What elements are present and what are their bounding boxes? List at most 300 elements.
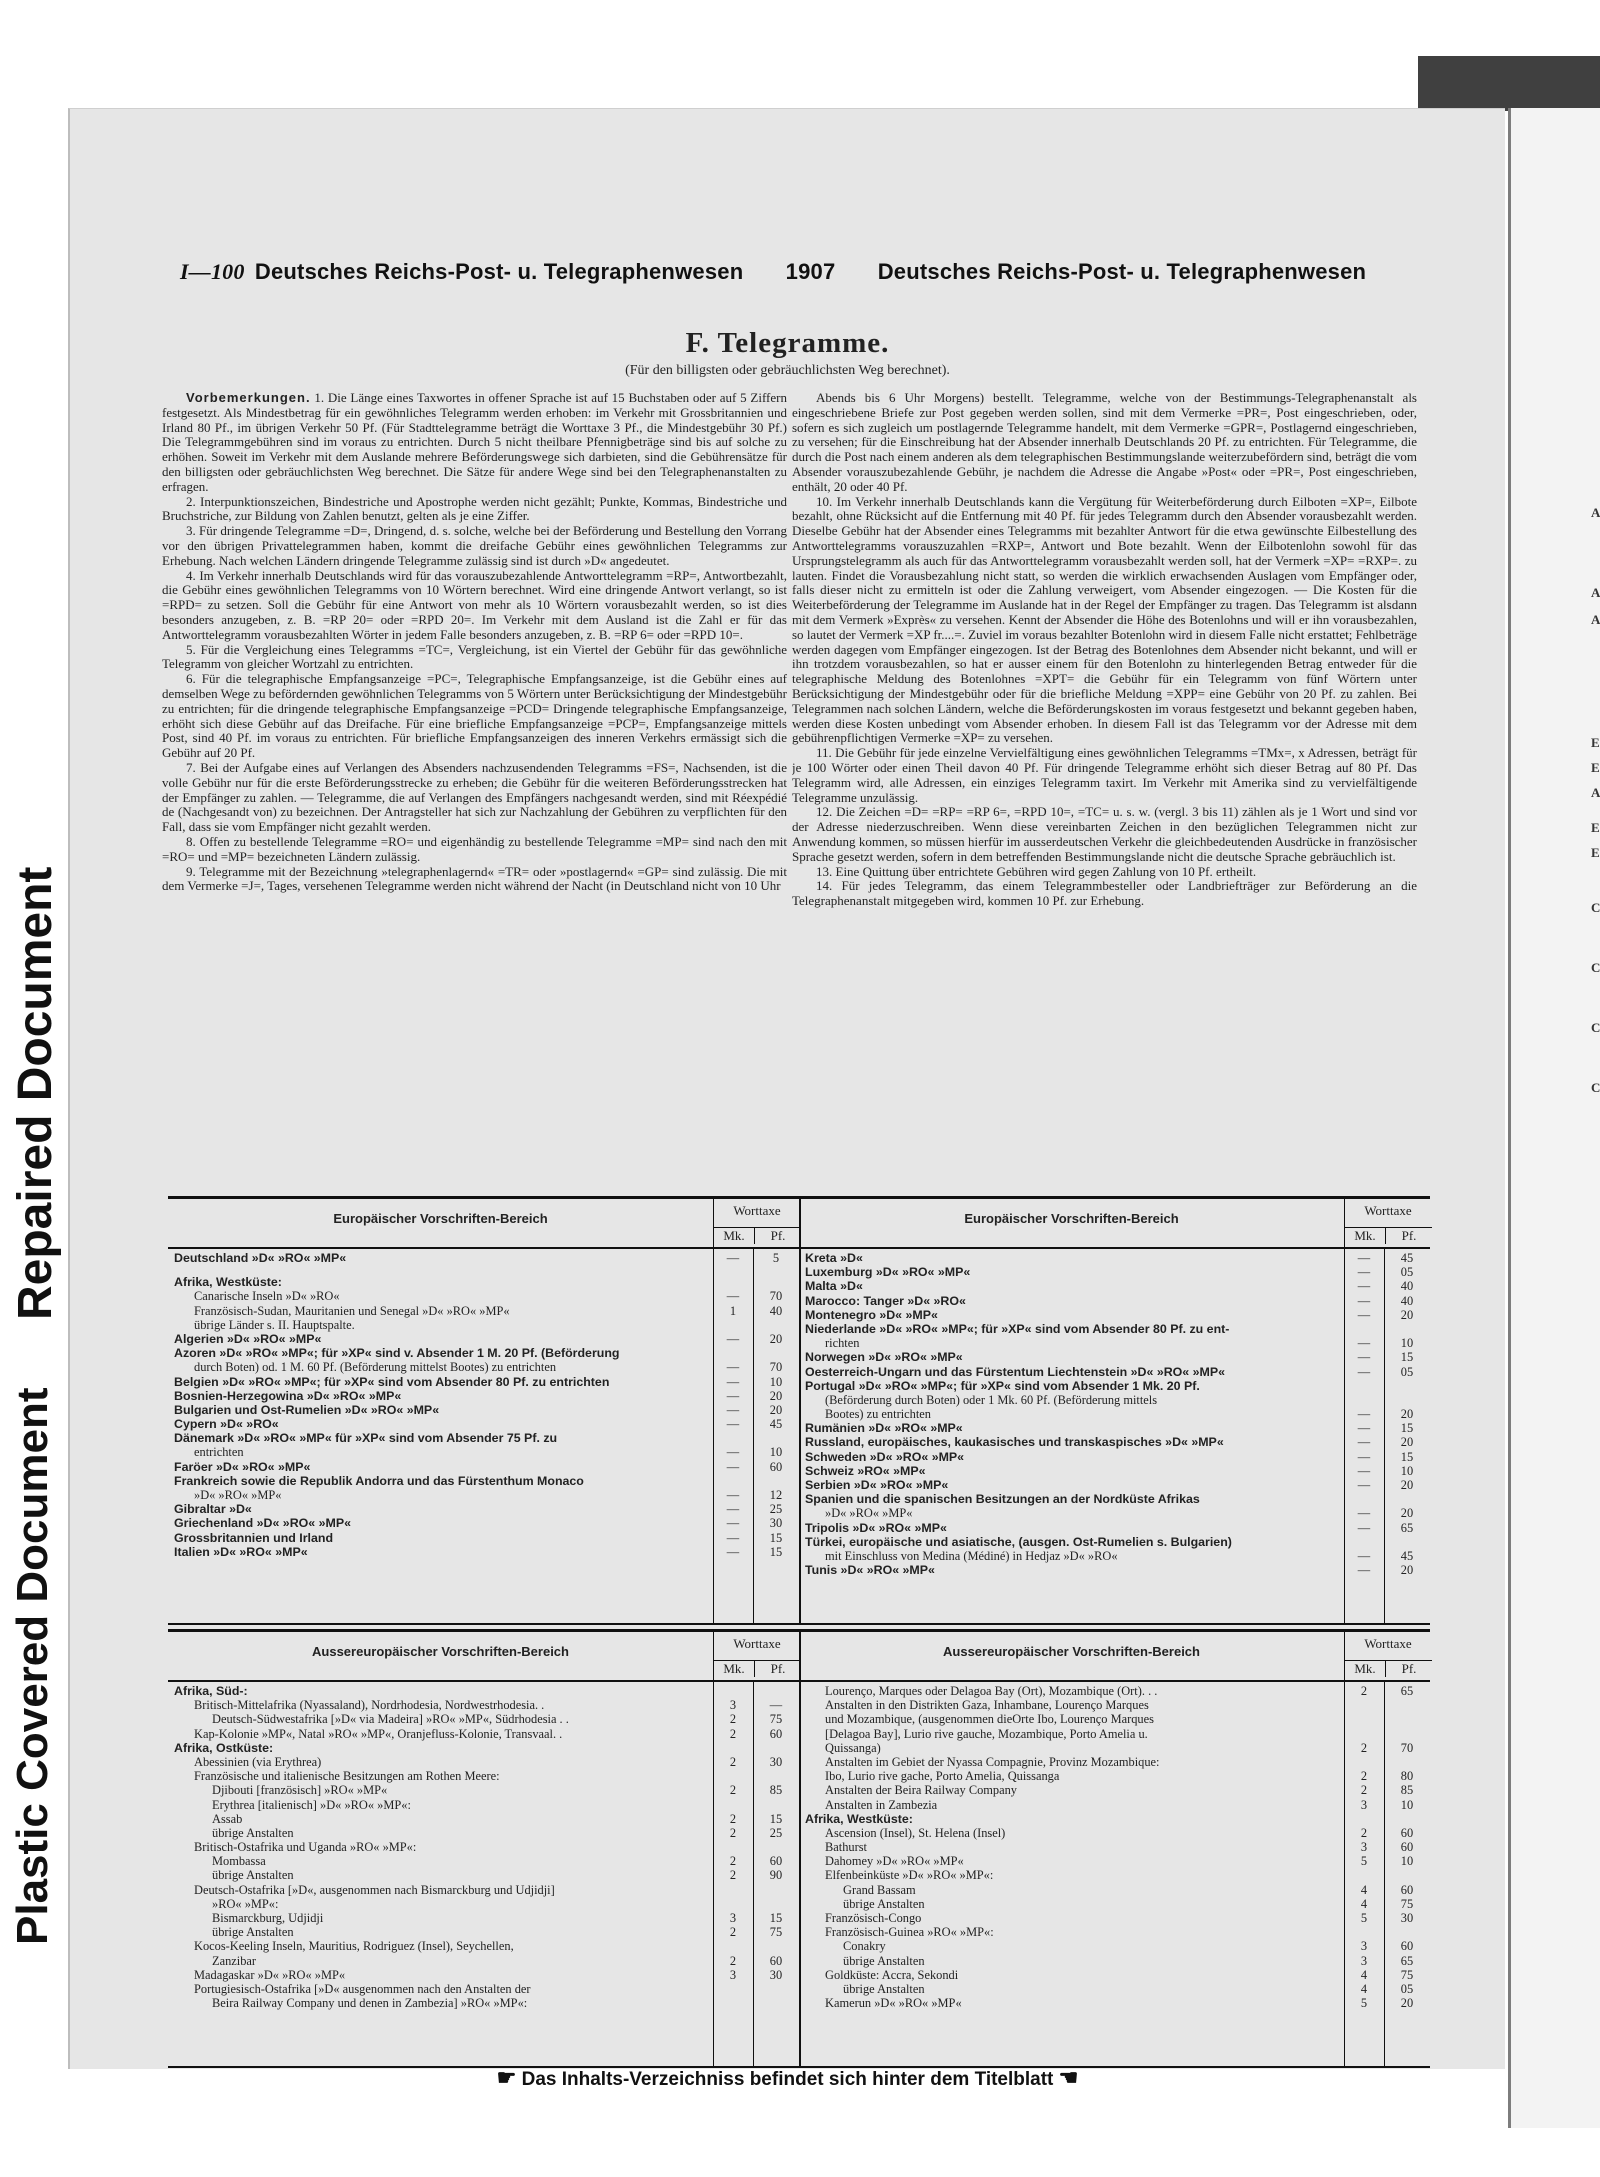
table-row <box>799 1535 1430 1549</box>
rate-mark: — <box>726 1459 740 1474</box>
rate-mark: 2 <box>729 1726 737 1741</box>
table-header <box>799 1199 1430 1249</box>
country-name: Dahomey »D« »RO« »MP« <box>825 1854 964 1869</box>
rate-mark: — <box>726 1417 740 1432</box>
country-name: Bosnien-Herzegowina »D« »RO« »MP« <box>174 1388 402 1403</box>
table-row <box>168 1360 799 1374</box>
rate-mark: — <box>726 1388 740 1403</box>
header-right-title: Deutsches Reichs-Post- u. Telegraphenwesen <box>877 259 1367 284</box>
country-name: Grand Bassam <box>843 1882 916 1897</box>
country-name: Canarische Inseln »D« »RO« <box>194 1289 340 1304</box>
paragraph-text: 6. Für die telegraphische Empfangsanzeige =PC=, Telegraphische Empfangsanzeige, ist die Gebühr eines auf demselben Wege zu befördernden gewöhnlichen Telegramms von 5 Wörtern unter Berücksichtigung der Mindestgebühr zu entrichten; für die dringende telegraphische Empfangsanzeige =PCD= Dringende telegraphische Empfangsanzeige, erhöht sich diese Gebühr auf das Dreifache. Für eine briefliche Empfangsanzeige =PCP=, Empfangsanzeige mittels Post, sind 40 Pf. im voraus zu entrichten. Für briefliche Empfangsanzeigen des inneren Verkehrs ermässigt sich die Gebühr auf 20 Pf. <box>162 671 787 761</box>
table-row <box>799 1996 1430 2010</box>
table-row <box>168 1727 799 1741</box>
table-row <box>799 1897 1430 1911</box>
edge-letter: E <box>1591 845 1600 860</box>
table-row <box>799 1868 1430 1882</box>
rate-pfennig: 5 <box>772 1251 780 1265</box>
table-rows <box>168 1684 799 2010</box>
mark-column-label: Mk. <box>714 1660 754 1677</box>
rate-pfennig: 30 <box>769 1967 783 1982</box>
page-number: I—100 <box>180 259 245 284</box>
table-row <box>168 1389 799 1403</box>
rate-pfennig: 60 <box>769 1953 783 1968</box>
rate-pfennig: 10 <box>1400 1854 1414 1869</box>
table-row <box>168 1289 799 1303</box>
paragraph-text: 12. Die Zeichen =D= =RP= =RP 6=, =RPD 10=, =TC= u. s. w. (vergl. 3 bis 11) zählen als je 1 Wort und sind vor der Adresse niederzuschreiben. Wenn diese vereinbarten Zeichen in den bezüglichen Telegrammen nicht zur Anwendung kommen, so müssen hierfür im ausserdeutschen Verkehr die gleichbedeutenden Ausdrücke in französischer Sprache gesetzt werden, sofern in dem betreffenden Bestimmungslande nicht die deutsche Sprache gebräuchlich ist. <box>792 804 1417 864</box>
rate-pfennig: 10 <box>769 1374 783 1389</box>
rate-mark: — <box>1357 1463 1371 1478</box>
country-name: Anstalten im Gebiet der Nyassa Compagnie, Provinz Mozambique: <box>825 1754 1160 1769</box>
paragraph <box>792 805 1417 864</box>
rate-mark: 4 <box>1360 1981 1368 1996</box>
rate-pfennig: 20 <box>769 1402 783 1417</box>
rate-pfennig: 20 <box>1400 1407 1414 1422</box>
rate-pfennig: 05 <box>1400 1364 1414 1379</box>
edge-letter: A <box>1591 585 1600 600</box>
country-name: richten <box>825 1336 860 1351</box>
table-row <box>799 1492 1430 1506</box>
pfennig-column-label: Pf. <box>1385 1227 1432 1244</box>
country-name: Anstalten in den Distrikten Gaza, Inhambane, Lourenço Marques <box>825 1698 1149 1713</box>
table-row <box>168 1798 799 1812</box>
table-row <box>799 1350 1430 1364</box>
table-row <box>168 1954 799 1968</box>
country-name: Conakry <box>843 1939 886 1954</box>
row-gap <box>168 1265 799 1275</box>
paragraph-text: 4. Im Verkehr innerhalb Deutschlands wird für das vorauszubezahlende Antworttelegramm =RP=, Antwortbezahlt, die Gebühr eines gewöhnlichen Telegramms von 10 Wörtern berechnet. Wird eine dringende Antwort verlangt, so ist =RPD= zu setzen. Soll die Gebühr für eine Antwort von mehr als 10 Wörtern vorausbezahlt werden, so ist dies besonders anzugeben, z. B. =RP 20= oder =RPD 20=. Im Verkehr mit dem Ausland ist die Zahl er für das Antworttelegramm vorausbezahlten Wörter in jedem Falle besonders anzugeben, z. B. =RP 6= oder =RPD 10=. <box>162 567 787 642</box>
table-row <box>168 1968 799 1982</box>
document-page <box>68 108 1505 2090</box>
region-heading: Aussereuropäischer Vorschriften-Bereich <box>943 1644 1200 1659</box>
rate-mark: 2 <box>729 1811 737 1826</box>
rate-pfennig: 60 <box>769 1854 783 1869</box>
worttaxe-header <box>1344 1199 1431 1247</box>
country-name: Gibraltar »D« <box>174 1502 252 1517</box>
table-row <box>168 1403 799 1417</box>
rate-mark: — <box>1357 1364 1371 1379</box>
edge-letter: E <box>1591 820 1600 835</box>
table-row <box>799 1521 1430 1535</box>
country-name: übrige Anstalten <box>212 1825 294 1840</box>
rate-mark: 2 <box>1360 1783 1368 1798</box>
rate-mark: — <box>1357 1449 1371 1464</box>
rate-mark: — <box>1357 1478 1371 1492</box>
table-half-left <box>168 1632 801 2066</box>
rate-pfennig: 60 <box>769 1459 783 1474</box>
rate-pfennig: 65 <box>1400 1520 1414 1535</box>
table-header <box>168 1199 799 1249</box>
country-name: Kocos-Keeling Inseln, Mauritius, Rodriguez (Insel), Seychellen, <box>194 1939 514 1954</box>
paragraph <box>162 495 787 525</box>
rate-mark: 5 <box>1360 1911 1368 1925</box>
edge-letter: C <box>1591 900 1600 915</box>
paragraph-text: 2. Interpunktionszeichen, Bindestriche und Apostrophe werden nicht gezählt; Punkte, Kommas, Bindestriche und Bruchstriche, zur Bildung von Zahlen benutzt, gelten als je eine Ziffer. <box>162 493 787 524</box>
region-heading: Aussereuropäischer Vorschriften-Bereich <box>312 1644 569 1659</box>
table-row <box>799 1506 1430 1520</box>
country-name: entrichten <box>194 1445 244 1460</box>
country-name: Türkei, europäische und asiatische, (ausgen. Ost-Rumelien s. Bulgarien) <box>805 1534 1232 1549</box>
table-row <box>168 1431 799 1445</box>
rate-pfennig: 30 <box>769 1516 783 1531</box>
rate-pfennig: 60 <box>1400 1939 1414 1954</box>
plastic-covered-label: Plastic Covered Document <box>8 1387 57 1945</box>
country-name: übrige Anstalten <box>212 1925 294 1940</box>
country-name: Portugal »D« »RO« »MP«; für »XP« sind vom Absender 1 Mk. 20 Pf. <box>805 1378 1200 1393</box>
table-row <box>799 1322 1430 1336</box>
mark-column-label: Mk. <box>1345 1660 1385 1677</box>
worttaxe-label: Worttaxe <box>1364 1636 1412 1651</box>
europe-rates-table <box>168 1196 1430 1625</box>
rate-mark: 2 <box>1360 1825 1368 1840</box>
table-row <box>168 1826 799 1840</box>
country-name: Bulgarien und Ost-Rumelien »D« »RO« »MP« <box>174 1402 440 1417</box>
rate-mark: 3 <box>729 1967 737 1982</box>
rate-pfennig: 70 <box>769 1360 783 1375</box>
country-name: durch Boten) od. 1 M. 60 Pf. (Beförderung mittelst Bootes) zu entrichten <box>194 1360 557 1375</box>
country-name: Madagaskar »D« »RO« »MP« <box>194 1967 346 1982</box>
rate-pfennig: 05 <box>1400 1981 1414 1996</box>
table-row <box>799 1798 1430 1812</box>
rate-pfennig: — <box>769 1698 783 1713</box>
rate-pfennig: 15 <box>769 1911 783 1925</box>
rate-pfennig: 75 <box>769 1925 783 1940</box>
table-row <box>799 1336 1430 1350</box>
table-half-right <box>799 1632 1430 2066</box>
rate-pfennig: 60 <box>1400 1882 1414 1897</box>
paragraph <box>162 569 787 643</box>
country-name: Tripolis »D« »RO« »MP« <box>805 1520 947 1535</box>
table-row <box>168 1304 799 1318</box>
rate-mark: — <box>726 1402 740 1417</box>
country-name: Afrika, Westküste: <box>174 1275 282 1290</box>
country-name: Bismarckburg, Udjidji <box>212 1911 324 1925</box>
rate-mark: — <box>726 1445 740 1460</box>
country-name: Mombassa <box>212 1854 266 1869</box>
rate-pfennig: 15 <box>1400 1350 1414 1365</box>
region-heading: Europäischer Vorschriften-Bereich <box>333 1211 548 1226</box>
table-row <box>168 1883 799 1897</box>
rate-mark: — <box>726 1289 740 1304</box>
country-name: übrige Anstalten <box>843 1981 925 1996</box>
country-name: Schweiz »RO« »MP« <box>805 1463 926 1478</box>
rate-mark: — <box>1357 1520 1371 1535</box>
rate-pfennig: 25 <box>769 1502 783 1517</box>
country-name: Kamerun »D« »RO« »MP« <box>825 1996 962 2011</box>
table-row <box>168 1545 799 1559</box>
pfennig-column-label: Pf. <box>1385 1660 1432 1677</box>
rate-mark: 4 <box>1360 1896 1368 1911</box>
rate-mark: 5 <box>1360 1854 1368 1869</box>
table-row <box>799 1840 1430 1854</box>
table-row <box>799 1925 1430 1939</box>
country-name: Abessinien (via Erythrea) <box>194 1754 322 1769</box>
rate-pfennig: 10 <box>1400 1336 1414 1351</box>
table-row <box>168 1783 799 1797</box>
table-rows <box>799 1684 1430 2010</box>
rate-mark: — <box>1357 1421 1371 1436</box>
country-name: Französisch-Sudan, Mauritanien und Senegal »D« »RO« »MP« <box>194 1303 510 1318</box>
rate-pfennig: 30 <box>1400 1911 1414 1925</box>
rate-mark: 1 <box>729 1303 737 1318</box>
country-name: Britisch-Ostafrika und Uganda »RO« »MP«: <box>194 1840 417 1855</box>
rate-pfennig: 45 <box>1400 1251 1414 1265</box>
paragraph <box>792 495 1417 747</box>
table-row <box>799 1308 1430 1322</box>
edge-letter: A <box>1591 612 1600 627</box>
rate-mark: — <box>1357 1563 1371 1578</box>
rate-mark: — <box>1357 1548 1371 1563</box>
rate-pfennig: 15 <box>1400 1449 1414 1464</box>
rate-mark: — <box>1357 1307 1371 1322</box>
country-name: Azoren »D« »RO« »MP«; für »XP« sind v. Absender 1 M. 20 Pf. (Beförderung <box>174 1346 620 1361</box>
table-row <box>799 1954 1430 1968</box>
table-row <box>168 1868 799 1882</box>
table-row <box>168 1698 799 1712</box>
rate-mark: 2 <box>729 1868 737 1883</box>
worttaxe-header <box>713 1199 800 1247</box>
table-row <box>799 1563 1430 1577</box>
table-row <box>168 1318 799 1332</box>
rate-mark: 4 <box>1360 1967 1368 1982</box>
paragraph <box>792 879 1417 909</box>
country-name: Frankreich sowie die Republik Andorra und das Fürstenthum Monaco <box>174 1473 584 1488</box>
paragraph-text: 7. Bei der Aufgabe eines auf Verlangen des Absenders nachzusendenden Telegramms =FS=, Nachsenden, ist die volle Gebühr nur für die erste Beförderungsstrecke zu erheben; die Gebühr für die weiteren Beförderungsstrecken hat der Empfänger zu zahlen. — Telegramme, die auf Verlangen des Empfängers nachgesandt werden, sind mit Réexpédié de (Nachgesandt von) zu bezeichnen. Der Antragsteller hat sich zur Nachzahlung der Gebühren zu verpflichten für den Fall, dass sie vom Empfänger nicht gezahlt werden. <box>162 759 787 835</box>
worttaxe-header <box>1344 1632 1431 1680</box>
edge-letter: A <box>1591 505 1600 520</box>
rate-mark: 2 <box>729 1825 737 1840</box>
country-name: Afrika, Ostküste: <box>174 1740 274 1755</box>
rate-mark: 2 <box>729 1854 737 1869</box>
country-name: Schweden »D« »RO« »MP« <box>805 1449 965 1464</box>
rate-pfennig: 40 <box>1400 1279 1414 1294</box>
rate-pfennig: 60 <box>769 1726 783 1741</box>
rate-pfennig: 85 <box>1400 1783 1414 1798</box>
country-name: Marocco: Tanger »D« »RO« <box>805 1293 966 1308</box>
table-row <box>168 1346 799 1360</box>
rate-pfennig: 10 <box>1400 1463 1414 1478</box>
table-row <box>799 1549 1430 1563</box>
pointing-hand-right-icon: ☛ <box>496 2065 517 2090</box>
paragraph-text: 5. Für die Vergleichung eines Telegramms =TC=, Vergleichung, ist ein Viertel der Gebühr für das gewöhnliche Telegramm von gleicher Wortzahl zu entrichten. <box>162 641 787 672</box>
rate-mark: — <box>1357 1279 1371 1294</box>
country-name: und Mozambique, (ausgenommen dieOrte Ibo, Lourenço Marques <box>825 1712 1154 1727</box>
rate-pfennig: 15 <box>1400 1421 1414 1436</box>
rate-pfennig: 75 <box>1400 1967 1414 1982</box>
table-row <box>799 1251 1430 1265</box>
rate-pfennig: 65 <box>1400 1953 1414 1968</box>
footer-notice <box>70 2065 1505 2091</box>
edge-letter: C <box>1591 1080 1600 1095</box>
repaired-document-label: Repaired Document <box>9 866 62 1320</box>
table-row <box>168 1741 799 1755</box>
country-name: Beira Railway Company und denen in Zambezia] »RO« »MP«: <box>212 1996 528 2011</box>
rate-mark: — <box>726 1502 740 1517</box>
country-name: Tunis »D« »RO« »MP« <box>805 1563 935 1578</box>
country-name: Afrika, Süd-: <box>174 1684 248 1698</box>
table-row <box>168 1854 799 1868</box>
rate-mark: 3 <box>729 1698 737 1713</box>
body-column-left <box>162 391 787 1183</box>
table-header <box>168 1632 799 1682</box>
country-name: »D« »RO« »MP« <box>825 1506 913 1521</box>
table-row <box>168 1417 799 1431</box>
paragraph-text: 11. Die Gebühr für jede einzelne Vervielfältigung eines gewöhnlichen Telegramms =TMx=, x Adressen, beträgt für je 100 Wörter oder einen Theil davon 40 Pf. Für dringende Telegramme erhöht sich dieser Betrag auf 80 Pf. Das Telegramm wird, alle Adressen, ein einziges Telegramm taxirt. Im Verkehr mit Amerika sind zu vervielfältigende Telegramme unzulässig. <box>792 745 1417 805</box>
table-row <box>168 1684 799 1698</box>
rate-pfennig: 45 <box>769 1417 783 1432</box>
mark-column-label: Mk. <box>714 1227 754 1244</box>
table-row <box>799 1684 1430 1698</box>
rate-mark: — <box>726 1516 740 1531</box>
rate-mark: 3 <box>1360 1953 1368 1968</box>
table-row <box>799 1450 1430 1464</box>
paragraph <box>792 391 1417 495</box>
country-name: Ascension (Insel), St. Helena (Insel) <box>825 1825 1006 1840</box>
table-row <box>799 1727 1430 1741</box>
rate-mark: — <box>726 1374 740 1389</box>
paragraph-text: 3. Für dringende Telegramme =D=, Dringend, d. s. solche, welche bei der Beförderung und Bestellung den Vorrang vor den übrigen Privattelegrammen haben, kommt die dreifache Gebühr eines gewöhnlichen Telegramms zur Erhebung. Nach welchen Ländern dringende Telegramme zulässig sind ist durch »D« angedeutet. <box>162 523 787 568</box>
rate-pfennig: 12 <box>769 1488 783 1502</box>
worttaxe-label: Worttaxe <box>733 1203 781 1218</box>
table-row <box>799 1769 1430 1783</box>
section-title: F. Telegramme. <box>685 327 890 359</box>
country-name: Serbien »D« »RO« »MP« <box>805 1478 949 1492</box>
rate-mark: 2 <box>729 1925 737 1940</box>
country-name: Kreta »D« <box>805 1251 863 1265</box>
country-name: Goldküste: Accra, Sekondi <box>825 1967 959 1982</box>
country-name: Oesterreich-Ungarn und das Fürstentum Liechtenstein »D« »RO« »MP« <box>805 1364 1226 1379</box>
country-name: Zanzibar <box>212 1953 257 1968</box>
paragraph <box>792 746 1417 805</box>
table-row <box>168 1460 799 1474</box>
mark-column-label: Mk. <box>1345 1227 1385 1244</box>
country-name: Algerien »D« »RO« »MP« <box>174 1331 322 1346</box>
rate-mark: 2 <box>729 1712 737 1727</box>
paragraph <box>162 391 787 495</box>
rate-pfennig: 05 <box>1400 1265 1414 1280</box>
table-rows <box>168 1251 799 1559</box>
header-year: 1907 <box>785 259 836 284</box>
table-row <box>799 1478 1430 1492</box>
table-row <box>168 1982 799 1996</box>
country-name: Portugiesisch-Ostafrika [»D« ausgenommen nach den Anstalten der <box>194 1981 531 1996</box>
table-row <box>168 1925 799 1939</box>
table-row <box>168 1445 799 1459</box>
rate-mark: — <box>1357 1336 1371 1351</box>
rate-pfennig: 85 <box>769 1783 783 1798</box>
paragraph <box>162 761 787 835</box>
country-name: übrige Anstalten <box>843 1896 925 1911</box>
rate-mark: — <box>726 1530 740 1545</box>
table-row <box>168 1939 799 1953</box>
table-row <box>799 1379 1430 1393</box>
rate-mark: — <box>1357 1293 1371 1308</box>
country-name: Russland, europäisches, kaukasisches und transkaspisches »D« »MP« <box>805 1435 1224 1450</box>
table-row <box>799 1407 1430 1421</box>
table-half-right <box>799 1199 1430 1623</box>
paragraph <box>162 643 787 673</box>
country-name: Griechenland »D« »RO« »MP« <box>174 1516 351 1531</box>
table-row <box>799 1464 1430 1478</box>
running-header <box>180 259 1420 285</box>
table-rows <box>799 1251 1430 1577</box>
table-row <box>168 1251 799 1265</box>
country-name: Cypern »D« »RO« <box>174 1417 279 1432</box>
table-row <box>168 1840 799 1854</box>
country-name: Britisch-Mittelafrika (Nyassaland), Nordrhodesia, Nordwestrhodesia. . <box>194 1698 545 1713</box>
country-name: Französisch-Congo <box>825 1911 922 1925</box>
worttaxe-label: Worttaxe <box>1364 1203 1412 1218</box>
country-name: Faröer »D« »RO« »MP« <box>174 1459 311 1474</box>
rate-pfennig: 15 <box>769 1811 783 1826</box>
rate-pfennig: 20 <box>1400 1506 1414 1521</box>
paragraph <box>162 524 787 568</box>
country-name: Ibo, Lurio rive gache, Porto Amelia, Quissanga <box>825 1769 1060 1784</box>
country-name: übrige Anstalten <box>843 1953 925 1968</box>
country-name: Französisch-Guinea »RO« »MP«: <box>825 1925 994 1940</box>
table-row <box>799 1968 1430 1982</box>
table-row <box>168 1996 799 2010</box>
table-row <box>168 1531 799 1545</box>
country-name: Bathurst <box>825 1840 867 1855</box>
rate-mark: — <box>726 1360 740 1375</box>
edge-letter: A <box>1591 785 1600 800</box>
table-row <box>799 1421 1430 1435</box>
table-row <box>799 1698 1430 1712</box>
table-row <box>168 1474 799 1488</box>
country-name: Bootes) zu entrichten <box>825 1407 931 1422</box>
country-name: Belgien »D« »RO« »MP«; für »XP« sind vom Absender 80 Pf. zu entrichten <box>174 1374 610 1389</box>
table-row <box>799 1755 1430 1769</box>
table-row <box>799 1982 1430 1996</box>
table-row <box>168 1897 799 1911</box>
country-name: »RO« »MP«: <box>212 1896 279 1911</box>
country-name: Dänemark »D« »RO« »MP« für »XP« sind vom Absender 75 Pf. zu <box>174 1431 558 1446</box>
country-name: (Beförderung durch Boten) oder 1 Mk. 60 Pf. (Beförderung mittels <box>825 1392 1158 1407</box>
rate-pfennig: 20 <box>769 1388 783 1403</box>
table-row <box>799 1911 1430 1925</box>
country-name: [Delagoa Bay], Lurio rive gauche, Mozambique, Porto Amelia u. <box>825 1726 1148 1741</box>
country-name: Anstalten in Zambezia <box>825 1797 938 1812</box>
table-row <box>799 1854 1430 1868</box>
rate-mark: — <box>1357 1407 1371 1422</box>
rate-mark: — <box>726 1331 740 1346</box>
rate-mark: — <box>1357 1435 1371 1450</box>
rate-pfennig: 45 <box>1400 1548 1414 1563</box>
paragraph <box>162 672 787 761</box>
rate-mark: — <box>1357 1350 1371 1365</box>
rate-pfennig: 80 <box>1400 1769 1414 1784</box>
table-row <box>168 1911 799 1925</box>
rate-pfennig: 70 <box>769 1289 783 1304</box>
country-name: Erythrea [italienisch] »D« »RO« »MP«: <box>212 1797 411 1812</box>
country-name: Rumänien »D« »RO« »MP« <box>805 1421 963 1436</box>
paragraph-text: 9. Telegramme mit der Bezeichnung »telegraphenlagernd« =TR= oder »postlagernd« =GP= sind zulässig. Die mit dem Vermerke =J=, Tages, versehenen Telegramme werden nicht während der Nacht (in Deutschland nicht von 10 Uhr <box>162 863 787 894</box>
table-row <box>168 1769 799 1783</box>
table-row <box>799 1435 1430 1449</box>
country-name: Anstalten der Beira Railway Company <box>825 1783 1018 1798</box>
rate-mark: — <box>726 1488 740 1502</box>
country-name: Italien »D« »RO« »MP« <box>174 1544 308 1559</box>
rate-pfennig: 20 <box>1400 1996 1414 2011</box>
table-row <box>168 1755 799 1769</box>
rate-mark: 5 <box>1360 1996 1368 2011</box>
rate-mark: — <box>726 1544 740 1559</box>
table-row <box>799 1783 1430 1797</box>
paragraph-text: 10. Im Verkehr innerhalb Deutschlands kann die Vergütung für Weiterbeförderung durch Eilboten =XP=, Eilbote bezahlt, ohne Rücksicht auf die Entfernung mit 40 Pf. für jedes Telegramm durch den Absender vorausbezahlt werden. Dieselbe Gebühr hat der Absender eines Telegramms mit bezahlter Antwort für die etwa gewünschte Eilbestellung des Antworttelegramms vorauszuzahlen =RXP=, Antwort und Bote bezahlt. Wenn der Eilbotenlohn sowohl für das Ursprungstelegramm als auch für das Antworttelegramm vorausbezahlt werden soll, hat der Vermerk =XP= =RXP=. zu lauten. Findet die Vorausbezahlung nicht statt, so werden die wirklich erwachsenden Auslagen vom Empfänger oder, falls dieser nicht zu ermitteln ist oder die Zahlung verweigert, vom Absender eingezogen. — Die Kosten für die Weiterbeförderung der Telegramme im Auslande hat in der Regel der Empfänger zu tragen. Das Telegramm ist alsdann mit dem Vermerk »Exprès« zu versehen. Kennt der Absender die Höhe des Botenlohns und will er ihn vorausbezahlen, so lautet der Vermerk =XP fr....=. Zuviel im voraus bezahlter Botenlohn wird in diesem Falle nicht erstattet; Fehlbeträge werden dagegen vom Empfänger eingezogen. Ist der Betrag des Botenlohnes dem Absender nicht bekannt, und will er ihn trotzdem vorausbezahlen, so hat er ausser einem für den Botenlohn zu hinterlegenden Betrag entweder für die telegraphische Meldung des Botenlohnes =XPT= die Gebühr für ein Telegramm von fünf Wörtern unter Berücksichtigung der Mindestgebühr oder für die briefliche Meldung =XPP= eine Gebühr von 20 Pf. zu zahlen. Bei Telegrammen nach solchen Ländern, welche die Beförderungskosten im voraus festgesetzt und bekannt gegeben haben, werden diese Kosten unbedingt vom Absender erhoben. In diesem Fall ist das Telegramm vor der Adresse mit dem gebührenpflichtigen Vermerke =XP= zu versehen. <box>792 493 1417 746</box>
table-row <box>799 1812 1430 1826</box>
edge-letter: E <box>1591 760 1600 775</box>
